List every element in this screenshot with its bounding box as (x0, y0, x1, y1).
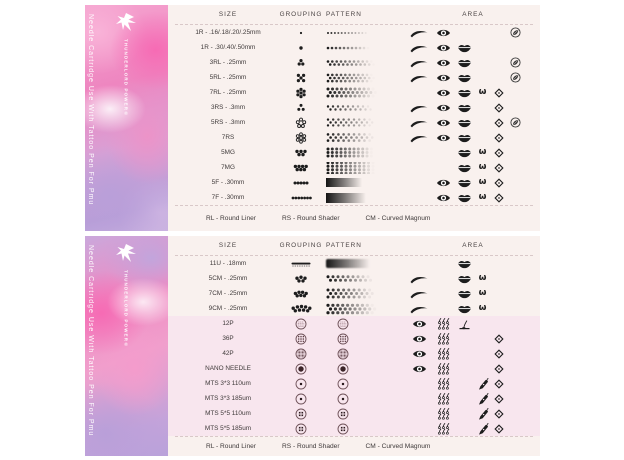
follicle-icon (432, 392, 455, 406)
eyebrow-icon (406, 41, 432, 55)
empty-slot (406, 392, 432, 406)
empty-slot (432, 257, 455, 271)
empty-slot (406, 422, 432, 436)
diamond-icon (491, 347, 507, 361)
pen-icon (474, 422, 491, 436)
pen-icon (474, 407, 491, 421)
empty-slot (455, 422, 474, 436)
lips-icon (455, 287, 474, 301)
breast-icon: ω (478, 177, 487, 187)
pattern-swatch (326, 259, 406, 268)
eye-icon (432, 101, 455, 115)
spec-table (168, 236, 540, 456)
diamond-icon (491, 161, 507, 175)
needle-row (168, 256, 540, 271)
brand-column (114, 243, 138, 348)
lips-icon (455, 101, 474, 115)
mts33-grouping-icon (276, 378, 326, 390)
scalp-icon (507, 56, 523, 70)
size-label: 5CM - .25mm (208, 275, 248, 282)
empty-slot (474, 116, 491, 130)
eye-icon (406, 317, 432, 331)
empty-slot (507, 332, 523, 346)
col-header-size: SIZE (218, 242, 238, 249)
empty-slot (507, 317, 523, 331)
f7-grouping-icon (276, 192, 326, 204)
table-body (168, 256, 540, 436)
area-icons (406, 161, 540, 175)
rl5-grouping-icon (276, 72, 326, 84)
table-header (168, 5, 540, 24)
pen-icon (474, 377, 491, 391)
eyebrow-icon (406, 101, 432, 115)
pattern-swatch (326, 147, 406, 158)
lips-icon (455, 71, 474, 85)
pattern-swatch (326, 303, 406, 315)
eyebrow-icon (406, 116, 432, 130)
empty-slot (507, 302, 523, 316)
empty-slot (507, 272, 523, 286)
empty-slot (507, 191, 523, 205)
empty-slot (491, 287, 507, 301)
needle-row (168, 271, 540, 286)
empty-slot (455, 392, 474, 406)
pattern-swatch (326, 132, 406, 143)
needle-row (168, 40, 540, 55)
empty-slot (474, 56, 491, 70)
needle-row (168, 145, 540, 160)
empty-slot (406, 377, 432, 391)
empty-slot (491, 26, 507, 40)
lips-icon (455, 146, 474, 160)
empty-slot (507, 131, 523, 145)
mts33-pattern-icon (326, 393, 406, 405)
empty-slot (491, 272, 507, 286)
area-icons (406, 347, 540, 361)
empty-slot (491, 56, 507, 70)
area-icons (406, 41, 540, 55)
legend-item-rl: RL - Round Liner (206, 215, 256, 222)
cm9-grouping-icon (276, 302, 326, 315)
empty-slot (455, 407, 474, 421)
area-icons (406, 56, 540, 70)
eyebrow-icon (406, 287, 432, 301)
dot1b-grouping-icon (276, 42, 326, 54)
area-icons (406, 176, 540, 190)
eyebrow-icon (406, 302, 432, 316)
eyebrow-icon (406, 26, 432, 40)
lips-icon (455, 191, 474, 205)
empty-slot (491, 257, 507, 271)
size-label: 3RS - .3mm (210, 104, 246, 111)
empty-slot (432, 272, 455, 286)
eye-icon (406, 332, 432, 346)
col-header-grouping: GROUPING (279, 242, 323, 249)
empty-slot (406, 407, 432, 421)
empty-slot (474, 317, 491, 331)
area-icons (406, 317, 540, 331)
follicle-icon (432, 377, 455, 391)
eyebrow-icon (406, 71, 432, 85)
empty-slot (491, 41, 507, 55)
area-icons (406, 257, 540, 271)
pattern-swatch (326, 288, 406, 299)
legend-item-rs: RS - Round Shader (281, 215, 340, 222)
p12-pattern-icon (326, 318, 406, 330)
size-label: 1R - .30/.40/.50mm (200, 44, 256, 51)
empty-slot (474, 257, 491, 271)
pattern-swatch (326, 43, 406, 53)
eye-icon (432, 191, 455, 205)
empty-slot (432, 161, 455, 175)
breast-icon: ω (478, 162, 487, 172)
needle-row (168, 70, 540, 85)
needle-row (168, 85, 540, 100)
mts55-pattern-icon (326, 408, 406, 420)
area-icons (406, 287, 540, 301)
needle-row (168, 115, 540, 130)
empty-slot (474, 41, 491, 55)
f5-grouping-icon (276, 177, 326, 189)
pattern-swatch (326, 162, 406, 174)
lips-icon (455, 86, 474, 100)
needle-table-block-bottom (85, 236, 540, 456)
empty-slot (474, 71, 491, 85)
size-label: 36P (222, 335, 234, 342)
legend-item-rl: RL - Round Liner (206, 443, 256, 450)
pattern-swatch (326, 273, 406, 284)
lips-icon (455, 56, 474, 70)
lips-icon (455, 176, 474, 190)
needle-row (168, 406, 540, 421)
empty-slot (507, 257, 523, 271)
breast-icon: ω (478, 288, 487, 298)
needle-row (168, 376, 540, 391)
area-icons (406, 71, 540, 85)
needle-row (168, 175, 540, 190)
col-header-area: AREA (462, 242, 484, 249)
needle-row (168, 421, 540, 436)
area-icons (406, 362, 540, 376)
eye-icon (432, 41, 455, 55)
empty-slot (507, 86, 523, 100)
area-icons (406, 146, 540, 160)
pattern-swatch (326, 193, 406, 203)
eyebrow-icon (406, 272, 432, 286)
col-header-area: AREA (462, 11, 484, 18)
eye-icon (432, 176, 455, 190)
lips-icon (455, 116, 474, 130)
rl3-grouping-icon (276, 57, 326, 69)
needle-row (168, 100, 540, 115)
eye-icon (406, 362, 432, 376)
thunderlord-logo-icon (114, 243, 138, 267)
needle-row (168, 391, 540, 406)
cm5-grouping-icon (276, 273, 326, 285)
empty-slot (406, 191, 432, 205)
empty-slot (432, 302, 455, 316)
nano-grouping-icon (276, 363, 326, 375)
size-label: 9CM - .25mm (208, 305, 248, 312)
needle-table-block-top (85, 5, 540, 231)
empty-slot (432, 287, 455, 301)
empty-slot (474, 347, 491, 361)
size-label: 42P (222, 350, 234, 357)
needle-row (168, 286, 540, 301)
col-header-size: SIZE (218, 11, 238, 18)
size-label: 7F - .30mm (211, 194, 245, 201)
legend-item-rs: RS - Round Shader (281, 443, 340, 450)
brand-strip (85, 236, 168, 456)
needle-row (168, 346, 540, 361)
abbreviation-legend (168, 206, 540, 231)
empty-slot (491, 317, 507, 331)
brand-name: THUNDERLORD POWER® (123, 39, 129, 118)
scalp-icon (507, 71, 523, 85)
size-label: 3RL - .25mm (209, 59, 247, 66)
lips-icon (455, 41, 474, 55)
pattern-swatch (326, 28, 406, 38)
empty-slot (455, 26, 474, 40)
lips-icon (455, 257, 474, 271)
eye-icon (432, 131, 455, 145)
empty-slot (507, 176, 523, 190)
empty-slot (507, 407, 523, 421)
hair-icon (455, 317, 474, 331)
empty-slot (455, 377, 474, 391)
p12-grouping-icon (276, 318, 326, 330)
size-label: 5F - .30mm (211, 179, 245, 186)
empty-slot (507, 146, 523, 160)
empty-slot (406, 176, 432, 190)
abbreviation-legend (168, 437, 540, 456)
p42-grouping-icon (276, 348, 326, 360)
lips-icon (455, 272, 474, 286)
empty-slot (507, 101, 523, 115)
size-label: 7RS (221, 134, 235, 141)
empty-slot (507, 41, 523, 55)
eye-icon (432, 86, 455, 100)
empty-slot (474, 101, 491, 115)
empty-slot (474, 131, 491, 145)
size-label: 7MG (221, 164, 235, 171)
breast-icon: ω (478, 303, 487, 313)
mts55-pattern-icon (326, 423, 406, 435)
size-label: MTS 5*5 185um (204, 425, 252, 432)
area-icons (406, 377, 540, 391)
needle-row (168, 25, 540, 40)
needle-row (168, 361, 540, 376)
brand-tagline: Needle Cartridge Use With Tattoo Pen For Pmu (87, 14, 94, 206)
needle-row (168, 55, 540, 70)
needle-row (168, 301, 540, 316)
area-icons (406, 86, 540, 100)
size-label: MTS 3*3 185um (204, 395, 252, 402)
diamond-icon (491, 116, 507, 130)
empty-slot (406, 86, 432, 100)
legend-item-cm: CM - Curved Magnum (365, 215, 431, 222)
brand-name: THUNDERLORD POWER® (123, 270, 129, 349)
follicle-icon (432, 317, 455, 331)
scalp-icon (507, 26, 523, 40)
eye-icon (432, 26, 455, 40)
size-label: 11U - .18mm (209, 260, 247, 267)
empty-slot (507, 392, 523, 406)
empty-slot (455, 347, 474, 361)
needle-row (168, 331, 540, 346)
eye-icon (432, 116, 455, 130)
mg7-grouping-icon (276, 162, 326, 174)
diamond-icon (491, 422, 507, 436)
follicle-icon (432, 422, 455, 436)
pattern-swatch (326, 87, 406, 98)
empty-slot (507, 422, 523, 436)
diamond-icon (491, 101, 507, 115)
diamond-icon (491, 332, 507, 346)
u11-grouping-icon (276, 258, 326, 270)
empty-slot (432, 146, 455, 160)
spec-table (168, 5, 540, 231)
mts33-grouping-icon (276, 393, 326, 405)
eye-icon (432, 56, 455, 70)
follicle-icon (432, 347, 455, 361)
size-label: 5RL - .25mm (209, 74, 247, 81)
follicle-icon (432, 362, 455, 376)
cm7-grouping-icon (276, 288, 326, 300)
area-icons (406, 26, 540, 40)
col-header-pattern: PATTERN (326, 242, 362, 249)
diamond-icon (491, 86, 507, 100)
diamond-icon (491, 362, 507, 376)
empty-slot (455, 362, 474, 376)
size-label: NANO NEEDLE (205, 365, 251, 372)
empty-slot (406, 161, 432, 175)
empty-slot (491, 71, 507, 85)
area-icons (406, 131, 540, 145)
brand-column (114, 12, 138, 117)
area-icons (406, 407, 540, 421)
legend-item-cm: CM - Curved Magnum (365, 443, 431, 450)
area-icons (406, 191, 540, 205)
area-icons (406, 116, 540, 130)
mg5-grouping-icon (276, 147, 326, 159)
follicle-icon (432, 332, 455, 346)
p36-grouping-icon (276, 333, 326, 345)
lips-icon (455, 161, 474, 175)
dot1-grouping-icon (276, 27, 326, 39)
empty-slot (507, 362, 523, 376)
empty-slot (507, 347, 523, 361)
area-icons (406, 302, 540, 316)
pattern-swatch (326, 103, 406, 113)
nano-pattern-icon (326, 363, 406, 375)
table-header (168, 236, 540, 255)
size-label: 7CM - .25mm (208, 290, 248, 297)
size-label: 1R - .16/.18/.20/.25mm (195, 29, 261, 36)
mts33-pattern-icon (326, 378, 406, 390)
table-body (168, 25, 540, 205)
eye-icon (432, 71, 455, 85)
diamond-icon (491, 377, 507, 391)
lips-icon (455, 131, 474, 145)
needle-row (168, 160, 540, 175)
area-icons (406, 272, 540, 286)
empty-slot (406, 146, 432, 160)
eye-icon (406, 347, 432, 361)
size-label: MTS 3*3 110um (205, 380, 251, 387)
diamond-icon (491, 146, 507, 160)
empty-slot (507, 287, 523, 301)
diamond-icon (491, 176, 507, 190)
p42-pattern-icon (326, 348, 406, 360)
empty-slot (491, 302, 507, 316)
diamond-icon (491, 131, 507, 145)
thunderlord-logo-icon (114, 12, 138, 36)
breast-icon: ω (478, 273, 487, 283)
area-icons (406, 332, 540, 346)
diamond-icon (491, 407, 507, 421)
size-label: 5RS - .3mm (210, 119, 246, 126)
pen-icon (474, 392, 491, 406)
pattern-swatch (326, 178, 406, 187)
breast-icon: ω (478, 147, 487, 157)
empty-slot (474, 332, 491, 346)
empty-slot (474, 26, 491, 40)
diamond-icon (491, 392, 507, 406)
size-label: MTS 5*5 110um (205, 410, 251, 417)
lips-icon (455, 302, 474, 316)
size-label: 12P (222, 320, 234, 327)
rl7-grouping-icon (276, 87, 326, 99)
area-icons (406, 392, 540, 406)
brand-tagline: Needle Cartridge Use With Tattoo Pen For Pmu (87, 245, 94, 437)
empty-slot (507, 161, 523, 175)
eyebrow-icon (406, 56, 432, 70)
pattern-swatch (326, 117, 406, 128)
p36-pattern-icon (326, 333, 406, 345)
empty-slot (474, 362, 491, 376)
rs5-grouping-icon (276, 117, 326, 129)
eyebrow-icon (406, 131, 432, 145)
follicle-icon (432, 407, 455, 421)
rs7-grouping-icon (276, 132, 326, 144)
area-icons (406, 101, 540, 115)
col-header-grouping: GROUPING (279, 11, 323, 18)
empty-slot (455, 332, 474, 346)
mts55-grouping-icon (276, 423, 326, 435)
mts55-grouping-icon (276, 408, 326, 420)
pattern-swatch (326, 73, 406, 83)
needle-row (168, 190, 540, 205)
empty-slot (507, 377, 523, 391)
needle-row (168, 316, 540, 331)
scalp-icon (507, 116, 523, 130)
brand-strip (85, 5, 168, 231)
breast-icon: ω (478, 192, 487, 202)
empty-slot (406, 257, 432, 271)
needle-row (168, 130, 540, 145)
size-label: 5MG (221, 149, 235, 156)
breast-icon: ω (478, 87, 487, 97)
diamond-icon (491, 191, 507, 205)
pattern-swatch (326, 58, 406, 68)
col-header-pattern: PATTERN (326, 11, 362, 18)
rs3-grouping-icon (276, 102, 326, 114)
area-icons (406, 422, 540, 436)
size-label: 7RL - .25mm (209, 89, 247, 96)
